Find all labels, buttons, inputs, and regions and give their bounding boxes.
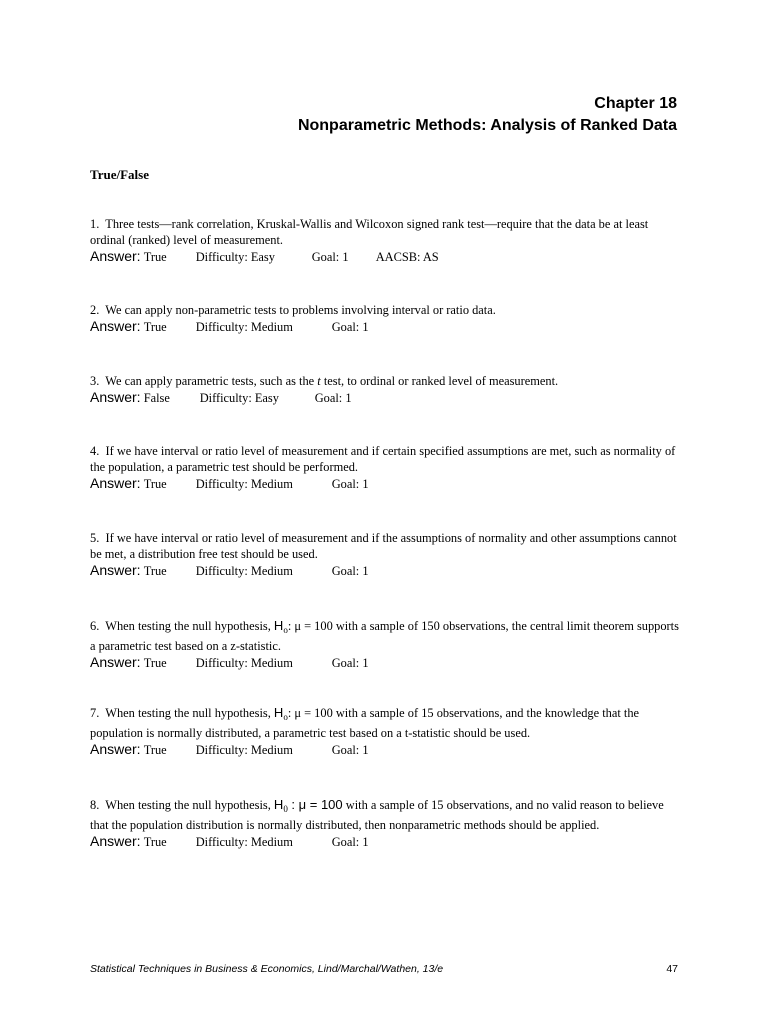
goal: Goal: 1: [331, 743, 369, 757]
answer-line: [90, 654, 680, 672]
goal: Goal: 1: [331, 656, 369, 670]
question-number: 8.: [90, 798, 100, 812]
page-number: 47: [666, 963, 678, 975]
question-8: [90, 797, 680, 851]
answer-line: [90, 833, 680, 851]
answer-value: True: [143, 656, 167, 670]
chapter-title: Nonparametric Methods: Analysis of Ranked Data: [297, 117, 677, 134]
answer-label: Answer:: [90, 318, 141, 334]
difficulty: Difficulty: Medium: [195, 564, 293, 578]
hypothesis-symbol: H: [273, 797, 284, 812]
question-text: 1. Three tests—rank correlation, Kruskal-Wallis and Wilcoxon signed rank test—require that the data be at least ordinal (ranked) level of measurement.: [90, 217, 649, 247]
question-text: 2. We can apply non-parametric tests to problems involving interval or ratio data.: [90, 303, 496, 317]
difficulty: Difficulty: Medium: [195, 743, 293, 757]
difficulty: Difficulty: Medium: [195, 835, 293, 849]
chapter-header: [298, 93, 677, 137]
hypothesis-symbol: H: [273, 618, 284, 633]
aacsb: AACSB: AS: [375, 250, 439, 264]
question-text: 6. When testing the null hypothesis, $H_o$: μ = 100 with a sample of 150 observations, the central limit theorem supports a parametric test based on a z-statistic.: [90, 618, 679, 653]
answer-label: Answer:: [90, 654, 141, 670]
answer-label: Answer:: [90, 389, 141, 405]
question-text: 4. If we have interval or ratio level of measurement and if certain specified assumptions are met, such as normality of the population, a parametric test should be performed.: [90, 444, 676, 474]
difficulty: Difficulty: Easy: [195, 250, 275, 264]
answer-line: [90, 318, 680, 336]
question-number: 5.: [90, 531, 100, 545]
answer-line: [90, 248, 680, 266]
goal: Goal: 1: [331, 320, 369, 334]
answer-line: [90, 562, 680, 580]
answer-label: Answer:: [90, 248, 141, 264]
answer-value: True: [143, 743, 167, 757]
question-list: [90, 216, 680, 851]
question-5: [90, 530, 680, 618]
question-number: 2.: [90, 303, 100, 317]
goal: Goal: 1: [314, 391, 352, 405]
question-number: 7.: [90, 706, 100, 720]
answer-label: Answer:: [90, 833, 141, 849]
question-1: [90, 216, 680, 302]
question-text: 5. If we have interval or ratio level of measurement and if the assumptions of normality and other assumptions cannot be met, a distribution free test should be used.: [90, 531, 677, 561]
goal: Goal: 1: [331, 477, 369, 491]
answer-value: True: [143, 477, 167, 491]
answer-value: True: [143, 835, 167, 849]
footer-source: Statistical Techniques in Business & Economics, Lind/Marchal/Wathen, 13/e: [90, 963, 444, 975]
question-7: [90, 705, 680, 797]
question-number: 6.: [90, 619, 100, 633]
answer-value: True: [143, 250, 167, 264]
answer-line: [90, 741, 680, 759]
question-4: [90, 443, 680, 530]
question-2: [90, 302, 680, 373]
answer-value: True: [143, 320, 167, 334]
question-text: 7. When testing the null hypothesis, $H_o$: μ = 100 with a sample of 15 observations, and the knowledge that the population is normally distributed, a parametric test based on a t-statistic should be used.: [90, 705, 640, 740]
answer-value: False: [143, 391, 170, 405]
question-number: 3.: [90, 374, 100, 388]
answer-label: Answer:: [90, 475, 141, 491]
answer-label: Answer:: [90, 741, 141, 757]
difficulty: Difficulty: Easy: [199, 391, 279, 405]
question-3: [90, 373, 680, 443]
difficulty: Difficulty: Medium: [195, 320, 293, 334]
answer-label: Answer:: [90, 562, 141, 578]
goal: Goal: 1: [331, 835, 369, 849]
question-text: 3. We can apply parametric tests, such as the t test, to ordinal or ranked level of measurement.: [90, 374, 559, 388]
chapter-number: Chapter 18: [594, 95, 677, 112]
answer-value: True: [143, 564, 167, 578]
section-heading: True/False: [90, 167, 149, 182]
question-text: 8. When testing the null hypothesis, $H_0$ : μ = 100 with a sample of 15 observations, and no valid reason to believe that the population distribution is normally distributed, then nonparametric methods should be applied.: [90, 797, 664, 832]
difficulty: Difficulty: Medium: [195, 656, 293, 670]
answer-line: [90, 389, 680, 407]
question-number: 1.: [90, 217, 100, 231]
goal: Goal: 1: [311, 250, 349, 264]
hypothesis-symbol: H: [273, 705, 284, 720]
difficulty: Difficulty: Medium: [195, 477, 293, 491]
answer-line: [90, 475, 680, 493]
question-number: 4.: [90, 444, 100, 458]
question-6: [90, 618, 680, 705]
page-footer: [90, 963, 678, 975]
goal: Goal: 1: [331, 564, 369, 578]
